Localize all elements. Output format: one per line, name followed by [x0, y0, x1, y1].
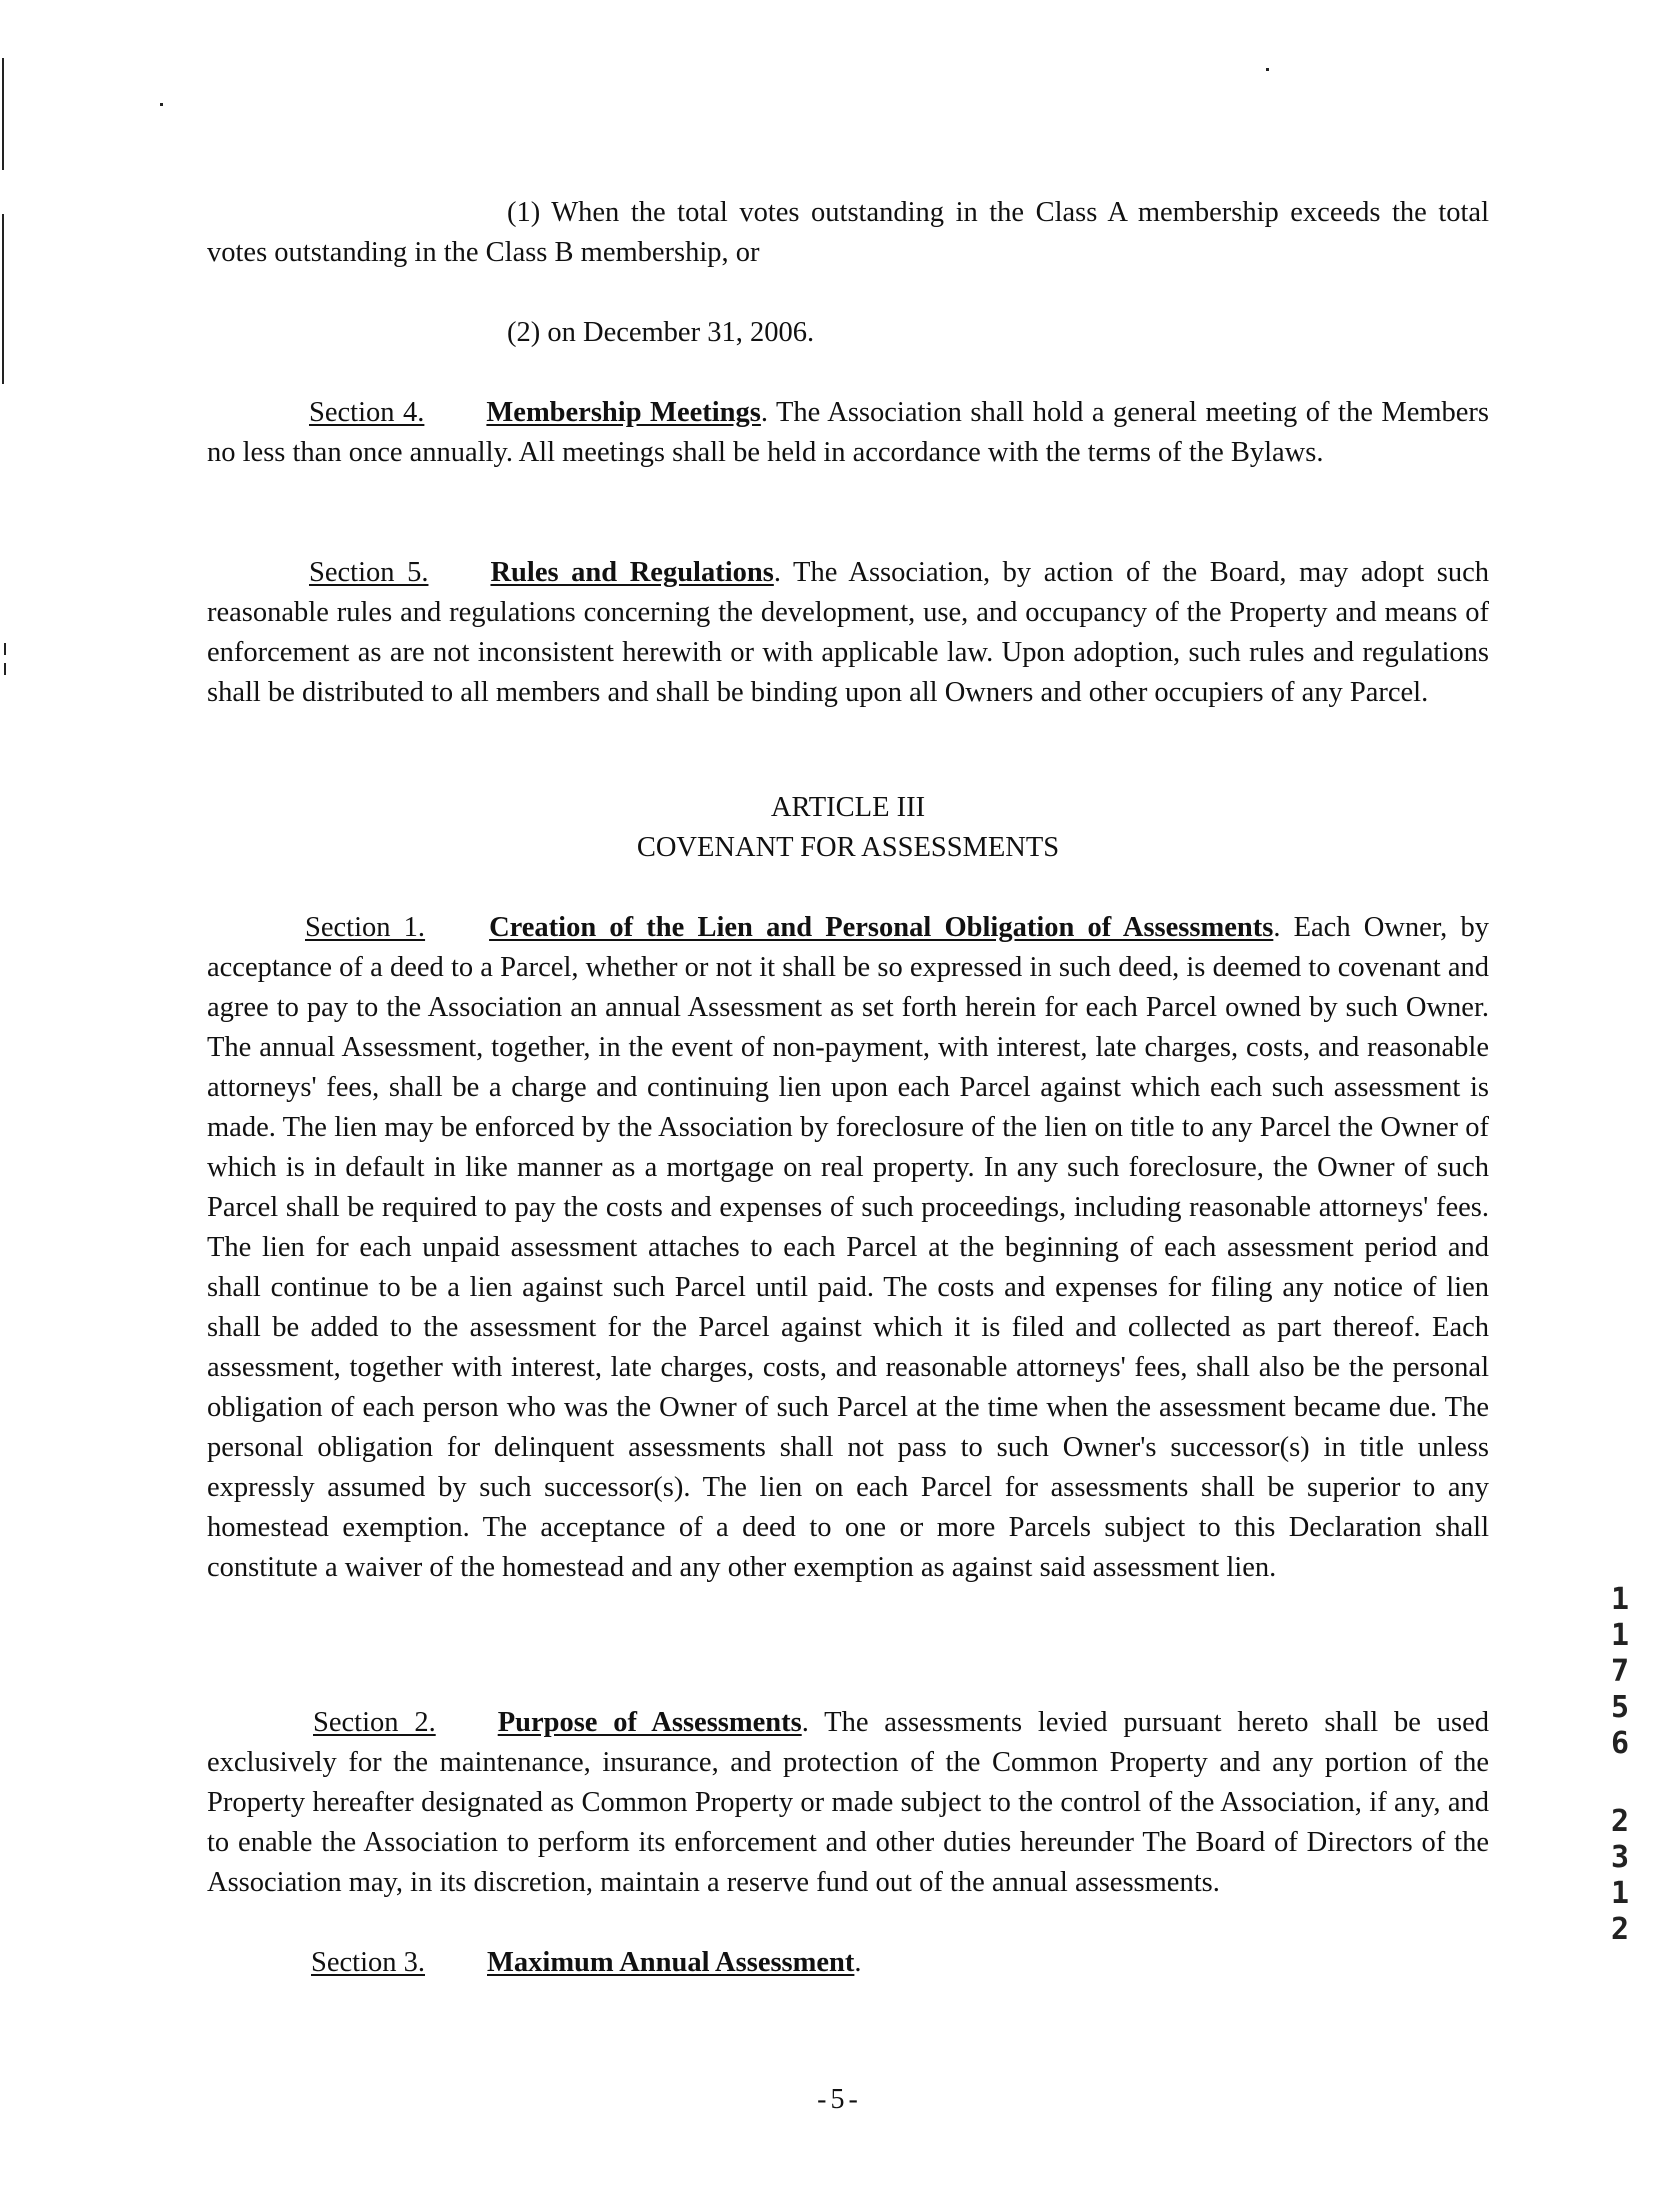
stamp-digit: 7: [1610, 1654, 1630, 1689]
page-number: -5-: [817, 2084, 862, 2115]
article-3-section-2-label: Section 2.: [313, 1707, 436, 1738]
scan-speck-2: [1266, 68, 1269, 71]
article-3-section-1-paragraph: [207, 908, 1489, 1588]
recording-stamp: [1600, 1582, 1640, 1948]
article-3-section-3-label: Section 3.: [311, 1947, 425, 1978]
stamp-digit: 1: [1610, 1618, 1630, 1653]
section-4-title: Membership Meetings: [486, 397, 761, 428]
scan-margin-line-top: [2, 58, 4, 170]
section-5-title: Rules and Regulations: [490, 557, 774, 588]
section-5-label: Section 5.: [309, 557, 429, 588]
scan-margin-line-middle: [2, 214, 4, 384]
stamp-digit: 6: [1610, 1726, 1630, 1761]
article-title: COVENANT FOR ASSESSMENTS: [636, 832, 1060, 863]
stamp-digit: 2: [1610, 1912, 1630, 1947]
article-3-section-3-title: Maximum Annual Assessment: [487, 1947, 855, 1978]
scan-speck-1: [160, 103, 163, 106]
item-2-paragraph: (2) on December 31, 2006.: [507, 317, 815, 348]
article-3-section-3-body: .: [854, 1947, 862, 1978]
scan-margin-tick-2: [4, 663, 6, 675]
stamp-digit: 2: [1610, 1804, 1630, 1839]
article-3-section-1-label: Section 1.: [305, 912, 426, 943]
article-3-section-2-paragraph: [207, 1703, 1489, 1903]
stamp-digit: 1: [1610, 1582, 1630, 1617]
section-4-label: Section 4.: [309, 397, 425, 428]
article-3-section-1-body: . Each Owner, by acceptance of a deed to a Parcel, whether or not it shall be so expressed in such deed, is deemed to covenant and agree to pay to the Association an annual Assessment as set forth herein for each Parcel owned by such Owner. The annual Assessment, together, in the event of non-payment, with interest, late charges, costs, and reasonable attorneys' fees, shall be a charge and continuing lien upon each Parcel against which each such assessment is made. The lien may be enforced by the Association by foreclosure of the lien on title to any Parcel the Owner of which is in default in like manner as a mortgage on real property. In any such foreclosure, the Owner of such Parcel shall be required to pay the costs and expenses of such proceedings, including reasonable attorneys' fees. The lien for each unpaid assessment attaches to each Parcel at the beginning of each assessment period and shall continue to be a lien against such Parcel until paid. The costs and expenses for filing any notice of lien shall be added to the assessment for the Parcel against which it is filed and collected as part thereof. Each assessment, together with interest, late charges, costs, and reasonable attorneys' fees, shall also be the personal obligation of each person who was the Owner of such Parcel at the time when the assessment became due. The personal obligation for delinquent assessments shall not pass to such Owner's successor(s) in title unless expressly assumed by such successor(s). The lien on each Parcel for assessments shall be superior to any homestead exemption. The acceptance of a deed to one or more Parcels subject to this Declaration shall constitute a waiver of the homestead and any other exemption as against said assessment lien.: [207, 912, 1489, 1583]
stamp-digit: 3: [1610, 1840, 1630, 1875]
article-3-section-2-title: Purpose of Assessments: [497, 1707, 802, 1738]
scan-margin-tick-1: [4, 643, 6, 655]
section-5-body: . The Association, by action of the Board, may adopt such reasonable rules and regulations concerning the development, use, and occupancy of the Property and means of enforcement as are not inconsistent herewith or with applicable law. Upon adoption, such rules and regulations shall be distributed to all members and shall be binding upon all Owners and other occupiers of any Parcel.: [207, 557, 1489, 708]
article-3-section-1-title: Creation of the Lien and Personal Obligation of Assessments: [489, 912, 1274, 943]
stamp-digit: 5: [1610, 1690, 1630, 1725]
section-4-paragraph: [207, 393, 1489, 473]
article-number: ARTICLE III: [770, 792, 926, 823]
article-3-section-3-paragraph: [207, 1943, 1489, 1983]
section-4-body: . The Association shall hold a general meeting of the Members no less than once annually. All meetings shall be held in accordance with the terms of the Bylaws.: [207, 397, 1490, 468]
stamp-digit: 1: [1610, 1876, 1630, 1911]
item-1-paragraph: (1) When the total votes outstanding in the Class A membership exceeds the total votes outstanding in the Class B membership, or: [207, 197, 1489, 268]
article-3-section-2-body: . The assessments levied pursuant hereto shall be used exclusively for the maintenance, insurance, and protection of the Common Property and any portion of the Property hereafter designated as Common Property or made subject to the control of the Association, if any, and to enable the Association to perform its enforcement and other duties hereunder The Board of Directors of the Association may, in its discretion, maintain a reserve fund out of the annual assessments.: [207, 1707, 1489, 1898]
section-5-paragraph: [207, 553, 1489, 713]
